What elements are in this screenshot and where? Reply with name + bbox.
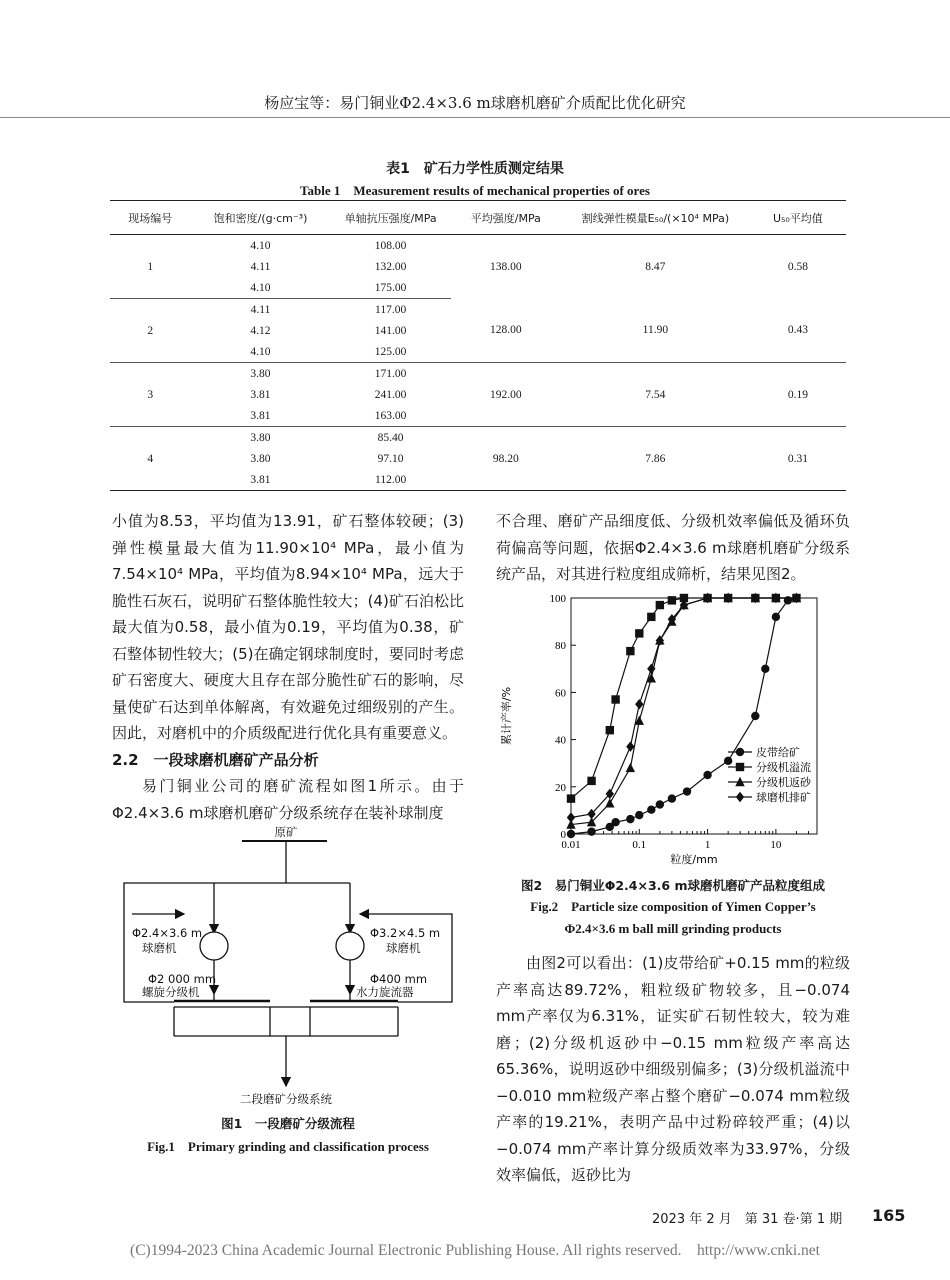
paragraph: 不合理、磨矿产品细度低、分级机效率偏低及循环负荷偏高等问题，依据Φ2.4×3.6 m球磨机磨矿分级系统产品，对其进行粒度组成筛析，结果见图2。 xyxy=(496,512,850,583)
cell-u50: 0.58 xyxy=(787,260,808,273)
cell-avg: 138.00 xyxy=(490,260,522,273)
cell-ucs: 171.00 xyxy=(374,367,407,380)
legend-label: 皮带给矿 xyxy=(756,746,800,759)
data-point xyxy=(736,792,744,802)
cell-ucs: 163.00 xyxy=(331,405,451,427)
x-tick-label: 10 xyxy=(770,839,782,851)
data-point xyxy=(736,748,744,756)
table1 xyxy=(110,200,846,491)
y-tick-label: 0 xyxy=(560,829,566,841)
data-point xyxy=(567,812,575,822)
col-header-u50: U₅₀平均值 xyxy=(750,201,846,235)
running-header: 杨应宝等：易门铜业Φ2.4×3.6 m球磨机磨矿介质配比优化研究 xyxy=(264,94,686,112)
legend-label: 分级机溢流 xyxy=(756,761,811,774)
table1-caption-cn: 表1 矿石力学性质测定结果 xyxy=(386,161,564,177)
x-axis-label: 粒度/mm xyxy=(670,853,718,866)
fig2-caption-cn: 图2 易门铜业Φ2.4×3.6 m球磨机磨矿产品粒度组成 xyxy=(521,878,825,893)
cell-modulus: 7.86 xyxy=(561,427,750,491)
cell-id: 4 xyxy=(110,427,190,491)
col-header-ucs: 单轴抗压强度/MPa xyxy=(331,201,451,235)
col-header-avg: 平均强度/MPa xyxy=(451,201,561,235)
left-column-text xyxy=(112,508,464,826)
cell-ucs: 97.10 xyxy=(377,452,404,465)
data-point xyxy=(605,798,614,807)
data-point xyxy=(635,629,643,637)
cell-u50: 0.19 xyxy=(750,363,846,427)
fig1-top-label: 原矿 xyxy=(274,826,298,839)
data-point xyxy=(611,818,619,826)
data-point xyxy=(567,830,575,838)
page-number: 165 xyxy=(872,1206,906,1225)
fig2-chart xyxy=(496,588,850,870)
data-point xyxy=(567,794,575,802)
col-header-id: 现场编号 xyxy=(110,201,190,235)
fig1-left-class-2: 螺旋分级机 xyxy=(142,985,200,999)
cell-ucs: 141.00 xyxy=(374,324,407,337)
cell-density: 3.80 xyxy=(250,431,271,444)
fig1-right-mill-2: 球磨机 xyxy=(386,941,421,955)
data-point xyxy=(736,763,744,771)
header-rule xyxy=(0,117,950,118)
paragraph: 由图2可以看出：(1)皮带给矿+0.15 mm的粒级产率高达89.72%，粗粒级矿物较多，且−0.074 mm产率仅为6.31%，证实矿石韧性较大，较为难磨；(2)分级机返砂中−0.15 mm粒级产率高达65.36%，说明返砂中细级别偏多；(3)分级机溢流中−0.010 mm粒级产率占整个磨矿−0.074 mm粒级产率的19.21%，表明产品中过粉碎较严重；(4)以−0.074 mm产率计算分级质效率为33.97%，分级效率偏低，返砂比为 xyxy=(496,954,850,1184)
fig1-bottom-label: 二段磨矿分级系统 xyxy=(240,1092,332,1106)
cell-modulus: 11.90 xyxy=(561,299,750,363)
data-point xyxy=(656,601,664,609)
cell-ucs: 85.40 xyxy=(377,431,404,444)
cell-id: 1 xyxy=(110,235,190,299)
data-point xyxy=(647,613,655,621)
cell-avg: 98.20 xyxy=(451,427,561,491)
data-point xyxy=(635,699,643,709)
cell-u50: 0.31 xyxy=(750,427,846,491)
data-point xyxy=(606,726,614,734)
y-tick-label: 100 xyxy=(549,593,566,605)
table-header-row xyxy=(110,201,846,235)
cell-density: 4.11 xyxy=(250,260,271,273)
cell-density: 3.81 xyxy=(250,388,271,401)
fig1-left-mill-2: 球磨机 xyxy=(142,941,177,955)
right-column-text-top xyxy=(496,508,850,588)
cell-id: 3 xyxy=(110,363,190,427)
data-point xyxy=(668,794,676,802)
fig1-caption-en: Fig.1 Primary grinding and classification process xyxy=(147,1139,429,1154)
cell-ucs: 132.00 xyxy=(374,260,407,273)
table-row xyxy=(110,299,846,321)
col-header-modulus: 割线弹性模量E₅₀/(×10⁴ MPa) xyxy=(561,201,750,235)
cell-ucs: 175.00 xyxy=(331,277,451,299)
right-mill-icon xyxy=(336,932,364,960)
data-point xyxy=(668,596,676,604)
cell-avg: 192.00 xyxy=(451,363,561,427)
left-mill-icon xyxy=(200,932,228,960)
cell-density: 4.10 xyxy=(190,341,330,363)
cell-density: 4.12 xyxy=(250,324,271,337)
cell-modulus: 7.54 xyxy=(561,363,750,427)
data-point xyxy=(761,665,769,673)
y-tick-label: 80 xyxy=(555,640,566,653)
cell-density: 3.81 xyxy=(190,405,330,427)
cell-density: 4.10 xyxy=(190,277,330,299)
cell-ucs: 112.00 xyxy=(331,469,451,491)
data-point xyxy=(626,647,634,655)
data-point xyxy=(587,827,595,835)
paragraph: 小值为8.53，平均值为13.91，矿石整体较硬；(3)弹性模量最大值为11.90×10⁴ MPa，最小值为7.54×10⁴ MPa，平均值为8.94×10⁴ MPa，远大于脆性石灰石，说明矿石整体脆性较大；(4)矿石泊松比最大值为0.58，最小值为0.19，平均值为0.38，矿石整体韧性较大；(5)在确定钢球制度时，要同时考虑矿石密度大、硬度大且存在部分脆性矿石的影响，尽量使矿石达到单体解离，有效避免过细级别的产生。因此，对磨机中的介质级配进行优化具有重要意义。 xyxy=(112,512,464,742)
cell-u50: 0.43 xyxy=(750,299,846,363)
fig1-caption-cn: 图1 一段磨矿分级流程 xyxy=(221,1116,355,1131)
cell-density: 3.81 xyxy=(190,469,330,491)
table-row xyxy=(110,235,846,257)
data-point xyxy=(656,800,664,808)
table-row xyxy=(110,363,846,385)
data-point xyxy=(724,757,732,765)
fig1-right-mill-1: Φ3.2×4.5 m xyxy=(370,926,441,940)
data-point xyxy=(626,815,634,823)
data-point xyxy=(635,811,643,819)
data-point xyxy=(626,763,635,772)
cell-avg: 128.00 xyxy=(451,299,561,363)
cell-modulus: 8.47 xyxy=(645,260,666,273)
cell-ucs: 125.00 xyxy=(331,341,451,363)
cell-id: 2 xyxy=(110,299,190,363)
table1-caption-en: Table 1 Measurement results of mechanical properties of ores xyxy=(300,183,650,198)
y-axis-label: 累计产率/% xyxy=(500,686,513,746)
fig1-right-class-1: Φ400 mm xyxy=(370,972,428,986)
x-tick-label: 0.1 xyxy=(632,839,647,851)
table-row xyxy=(110,427,846,449)
data-point xyxy=(751,712,759,720)
fig1-flowchart xyxy=(112,826,464,1110)
fig2-caption-en-2: Φ2.4×3.6 m ball mill grinding products xyxy=(564,921,782,936)
fig2-caption-en-1: Fig.2 Particle size composition of Yimen Copper’s xyxy=(530,899,816,914)
y-tick-label: 40 xyxy=(555,734,566,747)
x-tick-label: 1 xyxy=(704,839,711,851)
section-title: 2.2 一段球磨机磨矿产品分析 xyxy=(112,750,319,769)
y-tick-label: 60 xyxy=(555,687,566,700)
data-point xyxy=(587,777,595,785)
cell-density: 3.80 xyxy=(250,367,271,380)
copyright-line: (C)1994-2023 China Academic Journal Electronic Publishing House. All rights reserved. http://www.cnki.net xyxy=(130,1242,820,1259)
data-point xyxy=(683,787,691,795)
data-point xyxy=(611,695,619,703)
y-tick-label: 20 xyxy=(555,781,566,794)
cell-density: 3.80 xyxy=(250,452,271,465)
right-column-text-bottom xyxy=(496,950,850,1189)
data-point xyxy=(772,613,780,621)
data-point xyxy=(703,771,711,779)
fig1-left-class-1: Φ2 000 mm xyxy=(148,972,217,986)
data-point xyxy=(647,805,655,813)
cell-density: 4.11 xyxy=(250,303,271,316)
cell-ucs: 108.00 xyxy=(374,239,407,252)
x-tick-label: 0.01 xyxy=(561,839,581,851)
fig1-right-class-2: 水力旋流器 xyxy=(356,985,414,999)
legend-label: 球磨机排矿 xyxy=(756,791,811,804)
fig1-left-mill-1: Φ2.4×3.6 m xyxy=(132,926,203,940)
legend-label: 分级机返砂 xyxy=(756,776,811,789)
paragraph: 易门铜业公司的磨矿流程如图1所示。由于Φ2.4×3.6 m球磨机磨矿分级系统存在装补球制度 xyxy=(112,777,464,822)
col-header-density: 饱和密度/(g·cm⁻³) xyxy=(190,201,330,235)
cell-ucs: 241.00 xyxy=(374,388,407,401)
cell-density: 4.10 xyxy=(250,239,271,252)
cell-ucs: 117.00 xyxy=(375,303,407,316)
issue-info: 2023 年 2 月 第 31 卷·第 1 期 xyxy=(652,1212,843,1227)
